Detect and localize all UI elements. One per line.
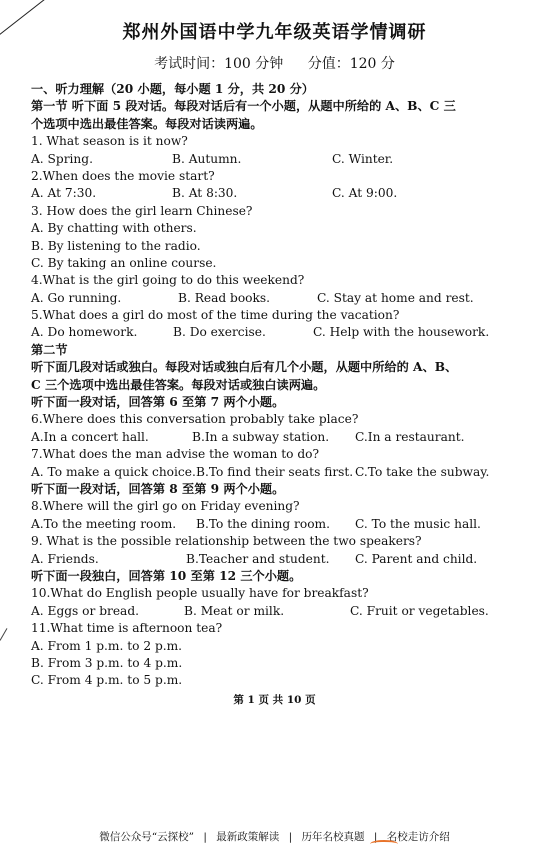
option-a: A. From 1 p.m. to 2 p.m. (31, 638, 183, 653)
option-a: A. Go running. (31, 290, 122, 305)
question-9-stem: 9. What is the possible relationship between the two speakers? (31, 534, 422, 549)
question-6-options (31, 429, 536, 446)
option-b: B. By listening to the radio. (31, 238, 201, 253)
option-a: A. Spring. (31, 151, 93, 166)
option-c: C. Fruit or vegetables. (350, 603, 489, 618)
footer-banner: 微信公众号“云探校” | 最新政策解读 | 历年名校真题 | 名校走访介绍 (99, 831, 450, 843)
part1-instruction-cont: 个选项中选出最佳答案。每段对话读两遍。 (31, 116, 263, 131)
exam-info (0, 53, 549, 73)
option-b: B. Read books. (178, 290, 271, 305)
question-5-stem: 5.What does a girl do most of the time during the vacation? (31, 308, 400, 323)
question-6-stem: 6.Where does this conversation probably take place? (31, 412, 359, 427)
option-c: C. Parent and child. (355, 551, 478, 566)
option-b: B. Autumn. (172, 151, 242, 166)
section-heading: 一、听力理解（20 小题，每小题 1 分，共 20 分） (31, 82, 314, 96)
option-b: B.Teacher and student. (186, 551, 330, 566)
option-a: A. To make a quick choice. (31, 464, 196, 479)
option-a: A. By chatting with others. (31, 221, 197, 236)
part2-heading: 第二节 (31, 342, 68, 357)
option-a: A. At 7:30. (31, 186, 97, 201)
wechat-account: 微信公众号“云探校” (99, 831, 195, 843)
question-1-options (31, 151, 536, 168)
question-10-options (31, 603, 536, 620)
dialog-instruction-8-9: 听下面一段对话，回答第 8 至第 9 两个小题。 (31, 481, 285, 496)
option-c: C. By taking an online course. (31, 255, 217, 270)
option-b: B.To find their seats first. (196, 464, 354, 479)
question-2-options (31, 185, 536, 202)
page-number: 第 1 页 共 10 页 (233, 694, 316, 706)
dialog-instruction-6-7: 听下面一段对话，回答第 6 至第 7 两个小题。 (31, 395, 285, 410)
option-a: A. Eggs or bread. (31, 603, 139, 618)
question-3-stem: 3. How does the girl learn Chinese? (31, 203, 253, 218)
question-7-stem: 7.What does the man advise the woman to do? (31, 447, 320, 462)
option-b: B. Meat or milk. (184, 603, 285, 618)
part2-instruction: 听下面几段对话或独白。每段对话或独白后有几个小题，从题中所给的 A、B、 (31, 360, 458, 375)
question-10-stem: 10.What do English people usually have for breakfast? (31, 586, 369, 601)
footer-link-exams[interactable]: 历年名校真题 (301, 831, 365, 843)
question-11-stem: 11.What time is afternoon tea? (31, 621, 223, 636)
option-c: C. At 9:00. (332, 186, 398, 201)
question-4-stem: 4.What is the girl going to do this weekend? (31, 273, 305, 288)
option-a: A. Friends. (31, 551, 99, 566)
option-b: B. At 8:30. (172, 186, 238, 201)
question-4-options (31, 290, 536, 307)
question-9-options (31, 551, 536, 568)
option-c: C.To take the subway. (355, 464, 490, 479)
option-c: C. Help with the housework. (313, 325, 490, 340)
footer-link-policy[interactable]: 最新政策解读 (216, 831, 280, 843)
question-8-options (31, 516, 536, 533)
option-a: A. Do homework. (31, 325, 138, 340)
option-c: C. Winter. (332, 151, 394, 166)
option-c: C.In a restaurant. (355, 429, 465, 444)
question-1-stem: 1. What season is it now? (31, 134, 188, 149)
question-body (31, 81, 536, 690)
option-b: B.In a subway station. (192, 429, 330, 444)
option-c: C. To the music hall. (355, 516, 481, 531)
exam-score: 分值：120 分 (307, 56, 395, 72)
part1-instruction: 第一节 听下面 5 段对话。每段对话后有一个小题，从题中所给的 A、B、C 三 (31, 99, 456, 114)
option-b: B. From 3 p.m. to 4 p.m. (31, 655, 183, 670)
option-a: A.To the meeting room. (31, 516, 177, 531)
question-8-stem: 8.Where will the girl go on Friday evening? (31, 499, 300, 514)
question-5-options (31, 324, 536, 341)
question-2-stem: 2.When does the movie start? (31, 168, 215, 183)
option-a: A.In a concert hall. (31, 429, 149, 444)
pen-stroke-mark-lower (0, 628, 7, 641)
option-b: B.To the dining room. (196, 516, 330, 531)
option-b: B. Do exercise. (173, 325, 266, 340)
option-c: C. From 4 p.m. to 5 p.m. (31, 673, 183, 688)
option-c: C. Stay at home and rest. (317, 290, 474, 305)
part2-instruction-cont: C 三个选项中选出最佳答案。每段对话或独白读两遍。 (31, 377, 326, 392)
question-7-options (31, 464, 536, 481)
monologue-instruction-10-12: 听下面一段独白，回答第 10 至第 12 三个小题。 (31, 568, 302, 583)
footer-link-schools[interactable]: 名校走访介绍 (386, 831, 450, 843)
exam-time: 考试时间：100 分钟 (154, 56, 284, 72)
page-title: 郑州外国语中学九年级英语学情调研 (122, 22, 427, 43)
